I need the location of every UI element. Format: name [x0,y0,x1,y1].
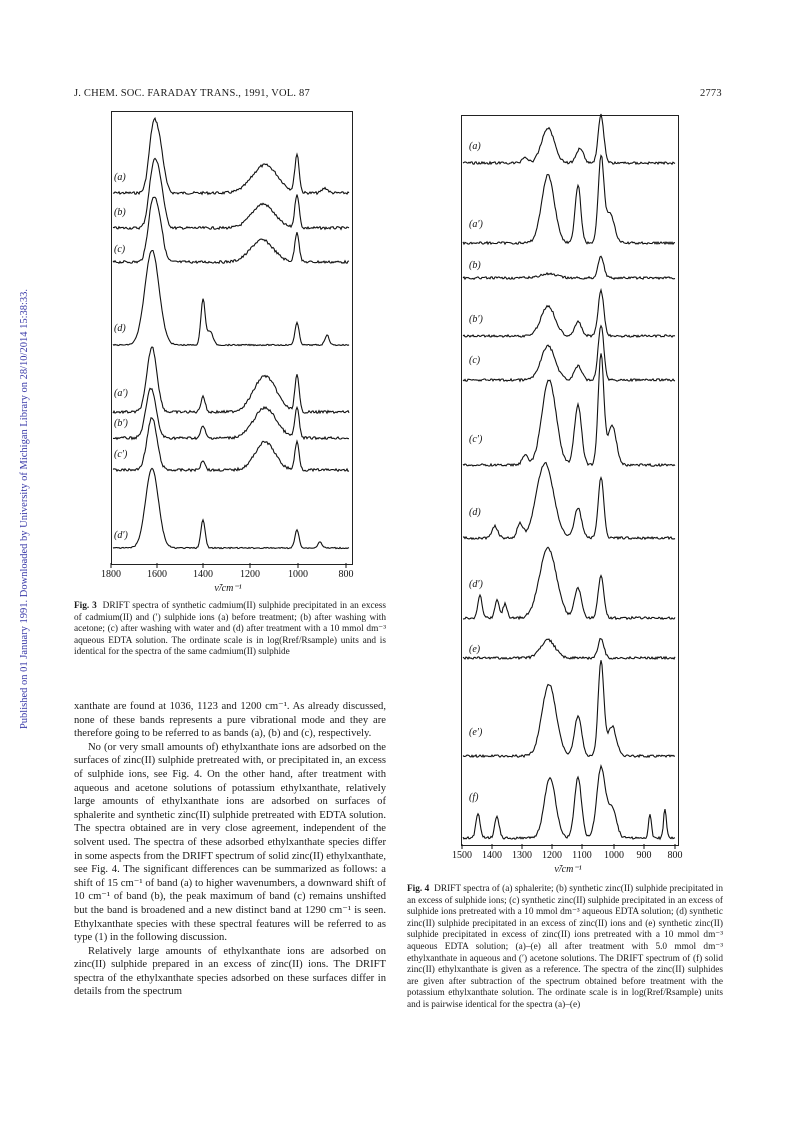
fig4-x-tick-label: 1000 [604,850,624,861]
fig3-caption-text: DRIFT spectra of synthetic cadmium(II) sulphide precipitated in an excess of cadmium(II) and (′) sulphide ions (a) before treatment; (b) after washing with acetone; (c) after washing with water and (d) after treatment with a 10 mmol dm⁻³ aqueous EDTA solution. The ordinate scale is in log(Rref/Rsample) units and is identical for the spectra of the same cadmium(II) sulphide [74,601,386,658]
fig3-caption-label: Fig. 3 [74,601,97,611]
fig4-trace [463,463,675,540]
fig4-trace-label: (d′) [469,579,483,590]
fig3-trace-label: (c′) [114,449,128,460]
page-number: 2773 [700,88,722,99]
fig3-trace-label: (b′) [114,418,128,429]
fig4-x-tick-label: 900 [636,850,652,861]
fig4-trace [463,326,675,381]
fig3-x-tick-label: 1000 [288,569,308,580]
fig4-trace-label: (d) [469,507,481,518]
fig4-trace-label: (b) [469,260,481,271]
download-stamp: Published on 01 January 1991. Downloaded by University of Michigan Library on 28/10/2014 15:38:33. [19,288,30,730]
fig4-caption [407,884,723,1012]
fig3-x-tick-label: 1400 [193,569,213,580]
fig3-x-tick-label: 800 [338,569,354,580]
body-paragraph-3: Relatively large amounts of ethylxanthate ions are adsorbed on zinc(II) sulphide prepared in an excess of zinc(II) ions. The DRIFT spectra of the ethylxanthate species adsorbed on these surfaces differ in details from the spectrum [74,945,386,998]
fig3-x-tick-label: 1200 [240,569,260,580]
fig4-trace [463,353,675,466]
fig4-x-axis-label: ν̃/cm⁻¹ [554,864,582,875]
fig3-x-tick-label: 1600 [147,569,167,580]
fig4-trace [463,639,675,660]
fig4-x-tick-label: 800 [667,850,683,861]
fig4-trace-label: (e) [469,644,481,655]
fig4-trace-label: (a′) [469,219,483,230]
fig4-x-tick-label: 1300 [512,850,532,861]
fig4-caption-label: Fig. 4 [407,884,430,894]
body-paragraph-2: No (or very small amounts of) ethylxanthate ions are adsorbed on the surfaces of zinc(II) sulphide pretreated with, or precipitated in, an excess of sulphide ions, see Fig. 4. On the other hand, after treatment with aqueous and acetone solutions of potassium ethylxanthate, relatively large amounts of ethylxanthate ions are adsorbed on surfaces of sphalerite and synthetic zinc(II) sulphide pretreated with EDTA solution. The spectra obtained are in very close agreement, independent of the solvent used. The spectra of these adsorbed ethylxanthate species differ in some aspects from the DRIFT spectrum of solid zinc(II) ethylxanthate, see Fig. 4. The significant differences can be summarized as follows: a shift of 15 cm⁻¹ of band (a) to higher wavenumbers, a downward shift of 10 cm⁻¹ of band (b), the peak maximum of band (c) remains unshifted but the band is broadened and a new distinct band at 1290 cm⁻¹ is seen. Ethylxanthate species with these spectral features will be referred to as type (1) in the following discussion. [74,741,386,944]
fig4-x-tick-label: 1400 [482,850,502,861]
fig4-trace [463,766,675,839]
fig4-trace [463,290,675,337]
fig3-trace-label: (b) [114,207,126,218]
fig4-x-tick-label: 1500 [452,850,472,861]
fig4-x-tick-label: 1100 [572,850,592,861]
fig3-x-tick-label: 1800 [101,569,121,580]
fig3-trace-label: (a′) [114,388,128,399]
fig4-trace-label: (f) [469,792,479,803]
fig4-trace-label: (c) [469,355,481,366]
fig4-trace [463,660,675,757]
fig3-x-axis-label: ν̃/cm⁻¹ [214,583,242,594]
journal-running-head: J. CHEM. SOC. FARADAY TRANS., 1991, VOL. 87 [74,88,310,99]
fig4-x-tick-label: 1200 [542,850,562,861]
fig4-trace [463,547,675,619]
fig3-trace-label: (d′) [114,530,128,541]
fig4-trace-label: (b′) [469,314,483,325]
fig3-trace-label: (d) [114,323,126,334]
fig4-trace-label: (a) [469,141,481,152]
fig4-trace [463,256,675,279]
fig4-caption-text: DRIFT spectra of (a) sphalerite; (b) synthetic zinc(II) sulphide precipitated in an excess of sulphide ions; (c) synthetic zinc(II) sulphide precipitated in an excess of sulphide ions pretreated with a 10 mmol dm⁻³ aqueous EDTA solution; (d) synthetic zinc(II) sulphide precipitated in an excess of zinc(II) ions and (e) synthetic zinc(II) sulphide precipitated in excess of zinc(II) ions pretreated with a 10 mmol dm⁻³ aqueous EDTA solution; (a)–(e) all after treatment with 5.0 mmol dm⁻³ ethylxanthate in aqueous and (′) acetone solutions. The DRIFT spectrum of (f) solid zinc(II) ethylxanthate is given as a reference. The spectra of the zinc(II) sulphides are given after subtraction of the spectrum obtained before treatment with the potassium ethylxanthate solution. The ordinate scale is in log(Rref/Rsample) units and is pairwise identical for the spectra (a)–(e) [407,884,724,1010]
fig3-trace-label: (a) [114,172,126,183]
fig4-trace [463,156,675,245]
fig3-trace-label: (c) [114,244,126,255]
fig4-trace [463,114,675,164]
body-paragraph-1: xanthate are found at 1036, 1123 and 1200 cm⁻¹. As already discussed, none of these bands represents a pure vibrational mode and they are therefore going to be referred to as bands (a), (b) and (c), respectively. [74,701,386,740]
fig4-trace-label: (e′) [469,727,483,738]
fig4-trace-label: (c′) [469,434,483,445]
